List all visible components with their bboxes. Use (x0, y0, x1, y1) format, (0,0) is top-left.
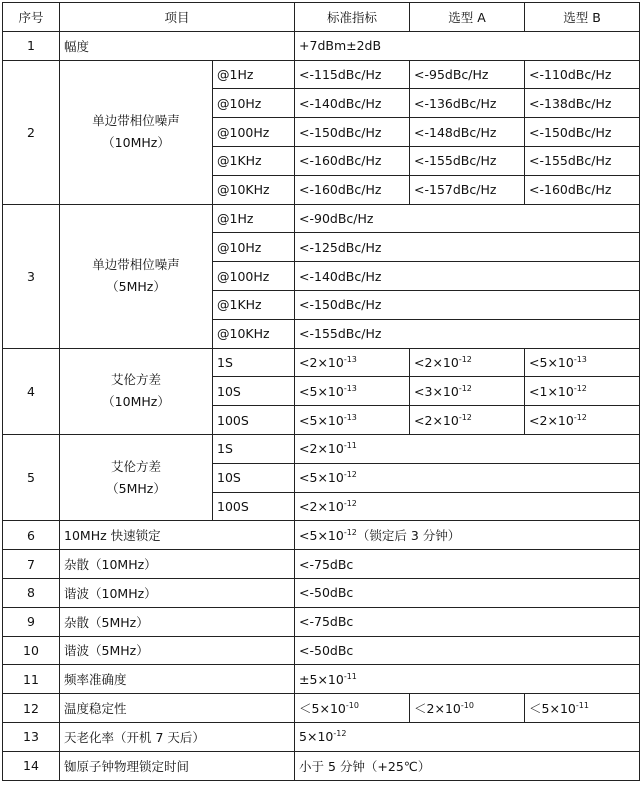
row-opt-a: $<2\times 10^{-10}$ (410, 694, 525, 723)
sub-std: <-125dBc/Hz (295, 233, 640, 262)
sub-std: $<5\times 10^{-13}$ (295, 377, 410, 406)
row-no: 13 (3, 722, 60, 751)
row-no: 12 (3, 694, 60, 723)
table-row (3, 578, 640, 607)
row-std: +7dBm±2dB (295, 31, 640, 60)
sub-std: <-140dBc/Hz (295, 89, 410, 118)
sub-opt-a: <-157dBc/Hz (410, 175, 525, 204)
row-item: 杂散（5MHz） (60, 607, 295, 636)
table-row (3, 348, 640, 377)
sub-opt-a: $<3\times 10^{-12}$ (410, 377, 525, 406)
item-line2: （10MHz） (102, 394, 170, 410)
item-line1: 单边带相位噪声 (92, 257, 180, 273)
row-std: $\pm 5\times 10^{-11}$ (295, 665, 640, 694)
sub-std: $<2\times 10^{-12}$ (295, 492, 640, 521)
item-line1: 单边带相位噪声 (92, 113, 180, 129)
table-header-row (3, 3, 640, 32)
sub-opt-b: $<2\times 10^{-12}$ (525, 406, 640, 435)
table-row (3, 751, 640, 780)
sub-std: $<5\times 10^{-13}$ (295, 406, 410, 435)
header-item: 项目 (60, 3, 295, 32)
sub-opt-b: <-160dBc/Hz (525, 175, 640, 204)
table-row (3, 550, 640, 579)
sub-opt-a: <-155dBc/Hz (410, 146, 525, 175)
row-no: 2 (3, 60, 60, 204)
item-line2: （5MHz） (106, 480, 166, 496)
table-row (3, 31, 640, 60)
row-no: 14 (3, 751, 60, 780)
sub-opt-a: <-95dBc/Hz (410, 60, 525, 89)
sub-offset: @10Hz (213, 233, 295, 262)
row-item (60, 434, 213, 520)
spec-table (2, 2, 640, 781)
row-no: 11 (3, 665, 60, 694)
sub-tau: 10S (213, 377, 295, 406)
sub-opt-b: <-150dBc/Hz (525, 118, 640, 147)
sub-offset: @10KHz (213, 319, 295, 348)
sub-offset: @10KHz (213, 175, 295, 204)
sub-offset: @1Hz (213, 60, 295, 89)
table-row (3, 636, 640, 665)
table-row (3, 694, 640, 723)
row-no: 6 (3, 521, 60, 550)
row-item: 谐波（5MHz） (60, 636, 295, 665)
sub-opt-a: <-136dBc/Hz (410, 89, 525, 118)
sub-std: <-150dBc/Hz (295, 290, 640, 319)
row-no: 3 (3, 204, 60, 348)
sub-offset: @1Hz (213, 204, 295, 233)
row-item: 幅度 (60, 31, 295, 60)
row-item: 10MHz 快速锁定 (60, 521, 295, 550)
sub-std: <-115dBc/Hz (295, 60, 410, 89)
sub-tau: 1S (213, 348, 295, 377)
row-std: <-75dBc (295, 550, 640, 579)
row-no: 10 (3, 636, 60, 665)
table-row (3, 607, 640, 636)
sub-offset: @10Hz (213, 89, 295, 118)
table-row (3, 60, 640, 89)
sub-opt-a: <-148dBc/Hz (410, 118, 525, 147)
sub-std: <-150dBc/Hz (295, 118, 410, 147)
sub-std: <-90dBc/Hz (295, 204, 640, 233)
sub-std: <-160dBc/Hz (295, 175, 410, 204)
sub-std: $<5\times 10^{-12}$ (295, 463, 640, 492)
row-std: $<5\times 10^{-10}$ (295, 694, 410, 723)
sub-opt-a: $<2\times 10^{-12}$ (410, 406, 525, 435)
item-line2: （10MHz） (102, 135, 170, 151)
row-item (60, 60, 213, 204)
sub-std: $<2\times 10^{-11}$ (295, 434, 640, 463)
table-row (3, 204, 640, 233)
sub-offset: @100Hz (213, 262, 295, 291)
sub-opt-b: <-110dBc/Hz (525, 60, 640, 89)
header-std: 标准指标 (295, 3, 410, 32)
row-std: $<5\times 10^{-12}$（锁定后 3 分钟） (295, 521, 640, 550)
row-no: 5 (3, 434, 60, 520)
row-no: 9 (3, 607, 60, 636)
row-item: 杂散（10MHz） (60, 550, 295, 579)
sub-tau: 100S (213, 492, 295, 521)
row-item: 铷原子钟物理锁定时间 (60, 751, 295, 780)
table-row (3, 434, 640, 463)
row-no: 1 (3, 31, 60, 60)
sub-tau: 10S (213, 463, 295, 492)
row-std: 小于 5 分钟（+25℃） (295, 751, 640, 780)
sub-offset: @1KHz (213, 290, 295, 319)
sub-offset: @1KHz (213, 146, 295, 175)
row-item (60, 348, 213, 434)
item-line1: 艾伦方差 (110, 458, 161, 474)
item-line1: 艾伦方差 (110, 372, 161, 388)
row-std: <-50dBc (295, 578, 640, 607)
sub-opt-b: <-155dBc/Hz (525, 146, 640, 175)
header-opt-b: 选型 B (525, 3, 640, 32)
row-std: $5\times 10^{-12}$ (295, 722, 640, 751)
sub-opt-b: $<1\times 10^{-12}$ (525, 377, 640, 406)
sub-std: <-155dBc/Hz (295, 319, 640, 348)
header-no: 序号 (3, 3, 60, 32)
row-opt-b: $<5\times 10^{-11}$ (525, 694, 640, 723)
sub-tau: 1S (213, 434, 295, 463)
row-std: <-75dBc (295, 607, 640, 636)
row-item (60, 204, 213, 348)
table-row (3, 722, 640, 751)
row-no: 7 (3, 550, 60, 579)
sub-opt-a: $<2\times 10^{-12}$ (410, 348, 525, 377)
row-item: 天老化率（开机 7 天后） (60, 722, 295, 751)
row-no: 8 (3, 578, 60, 607)
row-std: <-50dBc (295, 636, 640, 665)
sub-opt-b: $<5\times 10^{-13}$ (525, 348, 640, 377)
sub-opt-b: <-138dBc/Hz (525, 89, 640, 118)
sub-std: <-140dBc/Hz (295, 262, 640, 291)
sub-offset: @100Hz (213, 118, 295, 147)
header-opt-a: 选型 A (410, 3, 525, 32)
row-item: 频率准确度 (60, 665, 295, 694)
row-item: 谐波（10MHz） (60, 578, 295, 607)
sub-tau: 100S (213, 406, 295, 435)
sub-std: <-160dBc/Hz (295, 146, 410, 175)
row-no: 4 (3, 348, 60, 434)
item-line2: （5MHz） (106, 279, 166, 295)
table-row (3, 665, 640, 694)
row-item: 温度稳定性 (60, 694, 295, 723)
table-row (3, 521, 640, 550)
sub-std: $<2\times 10^{-13}$ (295, 348, 410, 377)
